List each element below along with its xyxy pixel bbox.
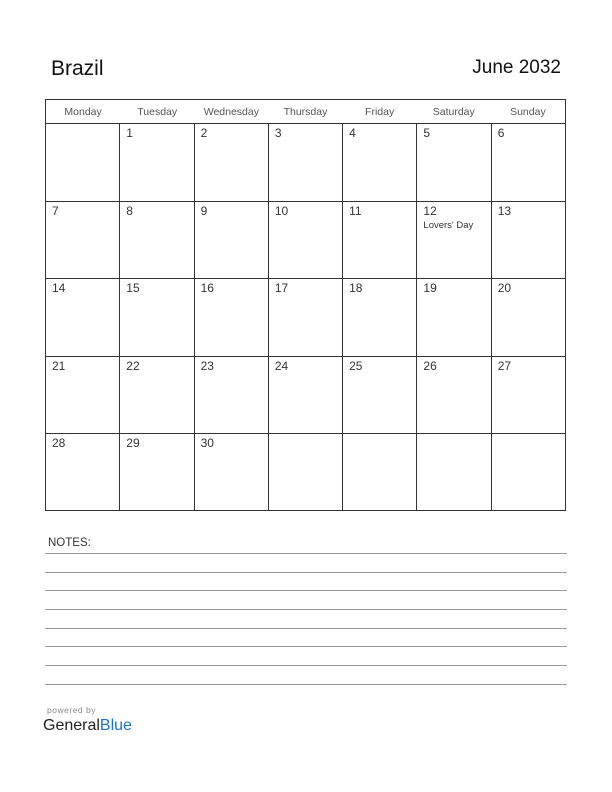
calendar-day-cell (195, 202, 269, 279)
day-number: 3 (274, 126, 282, 140)
day-number: 12 (423, 203, 437, 218)
note-line (45, 572, 567, 573)
calendar-weeks (46, 124, 565, 511)
calendar-day-cell (46, 124, 120, 201)
calendar-week-row (46, 124, 565, 202)
calendar-day-cell (195, 357, 269, 434)
note-line (45, 553, 567, 554)
calendar-day-cell (120, 434, 194, 511)
day-number: 15 (126, 281, 140, 296)
day-number: 25 (349, 358, 363, 373)
calendar-week-row (46, 202, 565, 280)
day-number: 2 (200, 126, 208, 140)
day-number: 28 (52, 436, 66, 451)
day-number: 19 (423, 281, 437, 296)
day-number: 13 (497, 203, 512, 218)
calendar-day-cell (46, 434, 120, 511)
day-number: 29 (126, 436, 140, 451)
day-number: 22 (126, 358, 140, 373)
calendar-day-cell (120, 202, 194, 279)
notes-label: NOTES: (48, 537, 91, 549)
calendar-day-cell (492, 279, 565, 356)
calendar-day-cell (492, 124, 565, 201)
month-year-title: June 2032 (472, 57, 561, 78)
note-line (45, 684, 567, 685)
calendar-day-cell (343, 279, 417, 356)
calendar-day-cell (195, 279, 269, 356)
weekday-wednesday: Wednesday (203, 106, 259, 118)
day-number: 9 (200, 203, 208, 218)
calendar-day-cell (417, 279, 491, 356)
calendar-day-cell (46, 279, 120, 356)
calendar-day-cell (492, 434, 565, 511)
note-line (45, 665, 567, 666)
day-number: 5 (423, 126, 431, 140)
day-number: 17 (274, 281, 289, 296)
weekday-tuesday: Tuesday (137, 106, 178, 118)
calendar-day-cell (46, 357, 120, 434)
calendar-day-cell (269, 434, 343, 511)
calendar-day-cell (269, 279, 343, 356)
brand-general-text: General (43, 717, 100, 734)
weekday-header-row (46, 100, 565, 124)
brand-logo[interactable] (43, 717, 132, 735)
calendar-day-cell (195, 434, 269, 511)
note-line (45, 646, 567, 647)
day-number: 1 (126, 126, 133, 140)
country-title: Brazil (51, 57, 104, 80)
calendar-day-cell (417, 357, 491, 434)
day-number: 20 (497, 281, 512, 296)
brand-blue-text: Blue (99, 717, 132, 734)
weekday-sunday: Sunday (510, 106, 546, 118)
day-number: 16 (200, 281, 214, 296)
calendar-day-cell (492, 202, 565, 279)
day-number: 4 (349, 126, 356, 140)
calendar-day-cell (120, 279, 194, 356)
weekday-friday: Friday (365, 106, 395, 118)
note-line (45, 590, 567, 591)
calendar-day-cell (417, 434, 491, 511)
calendar-day-cell (343, 124, 417, 201)
weekday-saturday: Saturday (432, 106, 475, 118)
calendar-day-cell (269, 202, 343, 279)
day-number: 7 (52, 203, 59, 218)
calendar-day-cell (195, 124, 269, 201)
weekday-thursday: Thursday (283, 106, 328, 118)
day-number: 18 (349, 281, 363, 296)
calendar-day-cell (343, 434, 417, 511)
calendar-day-cell (417, 202, 491, 279)
day-number: 14 (52, 281, 66, 296)
calendar-day-cell (343, 357, 417, 434)
powered-by-text: powered by (47, 705, 96, 715)
day-number: 30 (200, 436, 214, 451)
day-number: 23 (200, 358, 214, 373)
day-number: 21 (52, 358, 66, 373)
calendar-day-cell (120, 124, 194, 201)
day-number: 6 (497, 126, 505, 140)
calendar-day-cell (417, 124, 491, 201)
calendar-day-cell (343, 202, 417, 279)
calendar-day-cell (46, 202, 120, 279)
weekday-monday: Monday (64, 106, 102, 118)
calendar-day-cell (269, 124, 343, 201)
day-number: 10 (274, 203, 289, 218)
note-line (45, 628, 567, 629)
calendar-grid (45, 99, 566, 511)
day-number: 8 (126, 203, 133, 218)
day-number: 27 (497, 358, 512, 373)
calendar-week-row (46, 357, 565, 435)
day-number: 26 (423, 358, 437, 373)
day-number: 24 (274, 358, 289, 373)
calendar-week-row (46, 279, 565, 357)
holiday-label: Lovers' Day (423, 219, 474, 231)
note-line (45, 609, 567, 610)
calendar-week-row (46, 434, 565, 511)
calendar-day-cell (492, 357, 565, 434)
day-number: 11 (349, 203, 362, 218)
calendar-day-cell (269, 357, 343, 434)
calendar-day-cell (120, 357, 194, 434)
